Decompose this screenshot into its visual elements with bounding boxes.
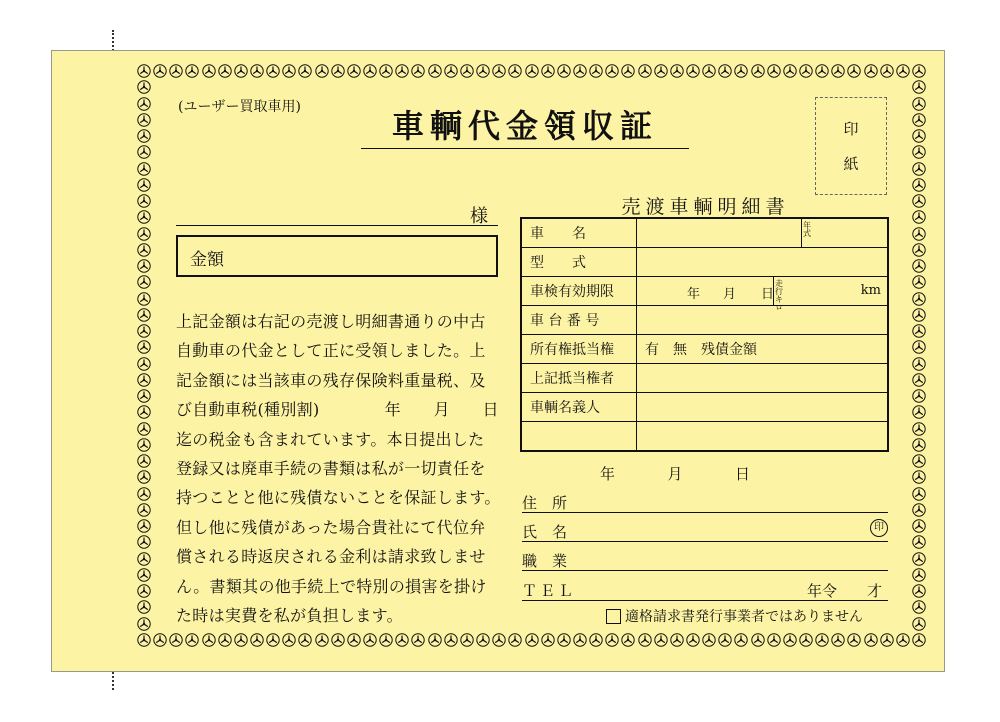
triskele-circle-icon xyxy=(298,633,312,647)
triskele-circle-icon xyxy=(508,633,522,647)
triskele-circle-icon xyxy=(912,194,926,208)
triskele-circle-icon xyxy=(185,633,199,647)
triskele-circle-icon xyxy=(589,633,603,647)
triskele-circle-icon xyxy=(395,64,409,78)
triskele-circle-icon xyxy=(476,64,490,78)
triskele-circle-icon xyxy=(137,552,151,566)
triskele-circle-icon xyxy=(912,470,926,484)
triskele-circle-icon xyxy=(686,64,700,78)
invoice-issuer-checkbox[interactable] xyxy=(606,606,863,626)
triskele-circle-icon xyxy=(137,373,151,387)
triskele-circle-icon xyxy=(864,633,878,647)
triskele-circle-icon xyxy=(880,64,894,78)
row-label-chassis: 車 台 番 号 xyxy=(521,306,637,335)
triskele-circle-icon xyxy=(492,64,506,78)
triskele-circle-icon xyxy=(912,308,926,322)
triskele-circle-icon xyxy=(912,600,926,614)
terms-line: 記金額には当該車の残存保険料重量税、及 xyxy=(176,370,486,390)
triskele-circle-icon xyxy=(815,633,829,647)
triskele-circle-icon xyxy=(864,64,878,78)
triskele-circle-icon xyxy=(815,64,829,78)
triskele-circle-icon xyxy=(734,633,748,647)
terms-line: 迄の税金も含まれています。本日提出した xyxy=(176,429,485,449)
triskele-circle-icon xyxy=(751,633,765,647)
triskele-circle-icon xyxy=(137,454,151,468)
table-row xyxy=(521,364,888,393)
amount-box[interactable] xyxy=(176,235,498,277)
lien-cell[interactable]: 有 無 残債金額 xyxy=(637,335,889,364)
inspection-month: 月 xyxy=(723,287,737,302)
triskele-circle-icon xyxy=(137,308,151,322)
triskele-circle-icon xyxy=(880,633,894,647)
triskele-circle-icon xyxy=(331,64,345,78)
triskele-circle-icon xyxy=(831,64,845,78)
triskele-circle-icon xyxy=(912,438,926,452)
table-row xyxy=(521,248,888,277)
checkbox-label: 適格請求書発行事業者ではありません xyxy=(625,609,863,625)
triskele-circle-icon xyxy=(831,633,845,647)
triskele-circle-icon xyxy=(541,633,555,647)
triskele-circle-icon xyxy=(266,64,280,78)
date-month: 月 xyxy=(667,465,683,483)
age-label: 年令 才 xyxy=(806,582,882,600)
triskele-circle-icon xyxy=(654,633,668,647)
addressee-suffix: 様 xyxy=(470,206,488,227)
triskele-circle-icon xyxy=(137,227,151,241)
table-row xyxy=(521,335,888,364)
triskele-circle-icon xyxy=(250,64,264,78)
row-label-owner: 車輌名義人 xyxy=(521,393,637,422)
usage-note: (ユーザー買取車用) xyxy=(178,99,301,115)
triskele-circle-icon xyxy=(605,64,619,78)
triskele-circle-icon xyxy=(767,633,781,647)
table-row xyxy=(521,393,888,422)
triskele-circle-icon xyxy=(912,503,926,517)
revenue-stamp-box xyxy=(815,97,887,195)
triskele-circle-icon xyxy=(379,633,393,647)
date-year: 年 xyxy=(600,465,616,483)
triskele-circle-icon xyxy=(912,552,926,566)
triskele-circle-icon xyxy=(589,64,603,78)
triskele-circle-icon xyxy=(912,357,926,371)
triskele-circle-icon xyxy=(654,64,668,78)
triskele-circle-icon xyxy=(912,275,926,289)
table-row xyxy=(521,422,888,452)
triskele-circle-icon xyxy=(137,129,151,143)
triskele-circle-icon xyxy=(460,633,474,647)
amount-label: 金額 xyxy=(190,250,224,270)
terms-line: 上記金額は右記の売渡し明細書通りの中古 xyxy=(176,312,486,331)
triskele-circle-icon xyxy=(573,633,587,647)
owner-cell[interactable] xyxy=(637,393,889,422)
triskele-circle-icon xyxy=(137,633,151,647)
triskele-circle-icon xyxy=(137,292,151,306)
name-field[interactable] xyxy=(522,521,888,542)
triskele-circle-icon xyxy=(670,633,684,647)
triskele-circle-icon xyxy=(137,162,151,176)
triskele-circle-icon xyxy=(847,633,861,647)
triskele-circle-icon xyxy=(912,324,926,338)
triskele-circle-icon xyxy=(912,487,926,501)
triskele-circle-icon xyxy=(912,227,926,241)
triskele-circle-icon xyxy=(476,633,490,647)
triskele-circle-icon xyxy=(363,64,377,78)
triskele-circle-icon xyxy=(379,64,393,78)
triskele-circle-icon xyxy=(250,633,264,647)
triskele-circle-icon xyxy=(347,64,361,78)
inspection-cell[interactable] xyxy=(637,277,889,312)
triskele-circle-icon xyxy=(525,64,539,78)
triskele-circle-icon xyxy=(137,340,151,354)
triskele-circle-icon xyxy=(525,633,539,647)
triskele-circle-icon xyxy=(137,145,151,159)
car-name-cell[interactable] xyxy=(637,218,889,248)
addressee-line[interactable] xyxy=(176,225,498,226)
triskele-circle-icon xyxy=(282,64,296,78)
triskele-circle-icon xyxy=(896,633,910,647)
triskele-circle-icon xyxy=(169,633,183,647)
table-row xyxy=(521,277,888,306)
triskele-circle-icon xyxy=(137,438,151,452)
triskele-circle-icon xyxy=(137,422,151,436)
triskele-circle-icon xyxy=(573,64,587,78)
triskele-circle-icon xyxy=(912,617,926,631)
triskele-circle-icon xyxy=(912,389,926,403)
row-label-car-name: 車 名 xyxy=(521,218,637,248)
triskele-circle-icon xyxy=(767,64,781,78)
triskele-circle-icon xyxy=(315,64,329,78)
triskele-circle-icon xyxy=(137,275,151,289)
triskele-circle-icon xyxy=(912,80,926,94)
triskele-circle-icon xyxy=(137,617,151,631)
triskele-circle-icon xyxy=(298,64,312,78)
triskele-circle-icon xyxy=(185,64,199,78)
triskele-circle-icon xyxy=(799,633,813,647)
inspection-year: 年 xyxy=(687,287,701,302)
triskele-circle-icon xyxy=(411,633,425,647)
triskele-circle-icon xyxy=(912,162,926,176)
triskele-circle-icon xyxy=(912,454,926,468)
triskele-circle-icon xyxy=(912,64,926,78)
vehicle-spec-table xyxy=(520,217,889,452)
triskele-circle-icon xyxy=(315,633,329,647)
triskele-circle-icon xyxy=(912,129,926,143)
triskele-circle-icon xyxy=(508,64,522,78)
triskele-circle-icon xyxy=(557,633,571,647)
triskele-circle-icon xyxy=(137,487,151,501)
row-label-lienholder: 上記抵当権者 xyxy=(521,364,637,393)
inspection-day: 日 xyxy=(761,287,775,302)
triskele-circle-icon xyxy=(153,64,167,78)
triskele-circle-icon xyxy=(137,194,151,208)
triskele-circle-icon xyxy=(169,64,183,78)
triskele-circle-icon xyxy=(896,64,910,78)
name-label: 氏 名 xyxy=(522,523,568,541)
issue-date[interactable] xyxy=(600,463,750,484)
table-row xyxy=(521,306,888,335)
mileage-unit: km xyxy=(860,283,881,298)
seal-icon: 印 xyxy=(870,519,888,537)
triskele-circle-icon xyxy=(282,633,296,647)
empty-checkbox-icon[interactable] xyxy=(606,609,621,624)
triskele-circle-icon xyxy=(137,64,151,78)
triskele-circle-icon xyxy=(444,64,458,78)
triskele-circle-icon xyxy=(912,243,926,257)
table-row xyxy=(521,218,888,248)
triskele-circle-icon xyxy=(218,633,232,647)
terms-line: 自動車の代金として正に受領しました。上 xyxy=(176,341,486,361)
triskele-circle-icon xyxy=(137,600,151,614)
triskele-circle-icon xyxy=(912,178,926,192)
triskele-circle-icon xyxy=(331,633,345,647)
triskele-circle-icon xyxy=(783,633,797,647)
triskele-circle-icon xyxy=(266,633,280,647)
triskele-circle-icon xyxy=(799,64,813,78)
triskele-circle-icon xyxy=(605,633,619,647)
triskele-circle-icon xyxy=(137,519,151,533)
triskele-circle-icon xyxy=(912,145,926,159)
triskele-circle-icon xyxy=(137,97,151,111)
triskele-circle-icon xyxy=(686,633,700,647)
terms-line: び自動車税(種別割) 年 月 日 xyxy=(176,400,499,420)
triskele-circle-icon xyxy=(912,97,926,111)
terms-line: た時は実費を私が負担します。 xyxy=(176,606,403,626)
triskele-circle-icon xyxy=(912,422,926,436)
triskele-circle-icon xyxy=(234,64,248,78)
triskele-circle-icon xyxy=(460,64,474,78)
triskele-circle-icon xyxy=(428,64,442,78)
triskele-circle-icon xyxy=(492,633,506,647)
occupation-field[interactable] xyxy=(522,550,888,571)
triskele-circle-icon xyxy=(702,64,716,78)
terms-line: 但し他に残債があった場合貴社にて代位弁 xyxy=(176,517,486,537)
triskele-circle-icon xyxy=(137,243,151,257)
triskele-circle-icon xyxy=(137,535,151,549)
triskele-circle-icon xyxy=(912,210,926,224)
triskele-circle-icon xyxy=(670,64,684,78)
terms-line: 登録又は廃車手続の書類は私が一切責任を xyxy=(176,459,486,479)
address-label: 住 所 xyxy=(522,494,568,512)
triskele-circle-icon xyxy=(638,64,652,78)
triskele-circle-icon xyxy=(783,64,797,78)
triskele-circle-icon xyxy=(751,64,765,78)
triskele-circle-icon xyxy=(444,633,458,647)
stamp-label-1: 印 xyxy=(843,120,859,138)
triskele-circle-icon xyxy=(912,292,926,306)
tel-field[interactable] xyxy=(522,580,888,601)
triskele-circle-icon xyxy=(734,64,748,78)
triskele-circle-icon xyxy=(137,470,151,484)
date-day: 日 xyxy=(734,465,750,483)
triskele-circle-icon xyxy=(702,633,716,647)
triskele-circle-icon xyxy=(912,405,926,419)
triskele-circle-icon xyxy=(912,373,926,387)
triskele-circle-icon xyxy=(137,210,151,224)
address-field[interactable] xyxy=(522,492,888,513)
triskele-circle-icon xyxy=(557,64,571,78)
triskele-circle-icon xyxy=(912,519,926,533)
mileage-note: 走行キロ xyxy=(775,279,783,312)
document-title: 車輌代金領収証 xyxy=(361,106,689,149)
triskele-circle-icon xyxy=(718,64,732,78)
triskele-circle-icon xyxy=(621,64,635,78)
triskele-circle-icon xyxy=(137,80,151,94)
triskele-circle-icon xyxy=(912,584,926,598)
triskele-circle-icon xyxy=(718,633,732,647)
triskele-circle-icon xyxy=(137,259,151,273)
model-year-note: 年式 xyxy=(803,221,811,238)
lienholder-cell[interactable] xyxy=(637,364,889,393)
triskele-circle-icon xyxy=(218,64,232,78)
triskele-circle-icon xyxy=(153,633,167,647)
row-label-lien: 所有権抵当権 xyxy=(521,335,637,364)
triskele-circle-icon xyxy=(847,64,861,78)
triskele-circle-icon xyxy=(137,178,151,192)
triskele-circle-icon xyxy=(202,64,216,78)
triskele-circle-icon xyxy=(395,633,409,647)
triskele-circle-icon xyxy=(912,568,926,582)
occupation-label: 職 業 xyxy=(522,552,568,570)
triskele-circle-icon xyxy=(912,535,926,549)
terms-line: ん。書類其の他手続上で特別の損害を掛け xyxy=(176,576,487,596)
triskele-circle-icon xyxy=(912,633,926,647)
triskele-circle-icon xyxy=(363,633,377,647)
receipt-terms xyxy=(176,307,501,630)
triskele-circle-icon xyxy=(541,64,555,78)
triskele-circle-icon xyxy=(202,633,216,647)
row-label-inspection: 車検有効期限 xyxy=(521,277,637,306)
triskele-circle-icon xyxy=(912,113,926,127)
triskele-circle-icon xyxy=(137,113,151,127)
triskele-circle-icon xyxy=(411,64,425,78)
triskele-circle-icon xyxy=(137,568,151,582)
triskele-circle-icon xyxy=(234,633,248,647)
triskele-circle-icon xyxy=(137,503,151,517)
triskele-circle-icon xyxy=(137,324,151,338)
blank-cell[interactable] xyxy=(637,422,889,452)
row-label-model: 型 式 xyxy=(521,248,637,277)
terms-line: 償される時返戻される金利は請求致しませ xyxy=(176,547,486,567)
chassis-cell[interactable] xyxy=(637,306,889,335)
triskele-circle-icon xyxy=(137,584,151,598)
triskele-circle-icon xyxy=(638,633,652,647)
spec-title: 売渡車輌明細書 xyxy=(621,196,790,218)
triskele-circle-icon xyxy=(428,633,442,647)
triskele-circle-icon xyxy=(137,405,151,419)
triskele-circle-icon xyxy=(137,389,151,403)
triskele-circle-icon xyxy=(912,340,926,354)
tel-label: ＴＥＬ xyxy=(522,582,577,600)
stamp-label-2: 紙 xyxy=(843,155,859,173)
triskele-circle-icon xyxy=(347,633,361,647)
triskele-circle-icon xyxy=(912,259,926,273)
model-cell[interactable] xyxy=(637,248,889,277)
row-label-blank xyxy=(521,422,637,452)
triskele-circle-icon xyxy=(137,357,151,371)
terms-line: 持つことと他に残債ないことを保証します。 xyxy=(176,488,501,508)
triskele-circle-icon xyxy=(621,633,635,647)
